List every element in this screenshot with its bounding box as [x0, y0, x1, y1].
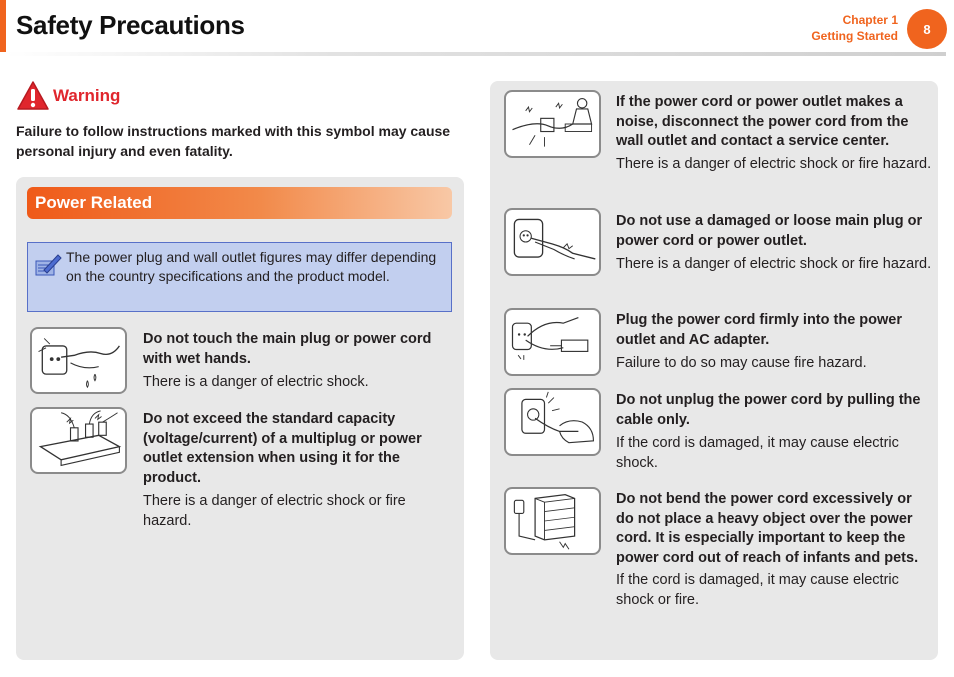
right-item-1-title: If the power cord or power outlet makes a noise, disconnect the power cord from the wall outlet and contact a service center. [616, 94, 909, 149]
page-number-badge: 8 [907, 9, 947, 49]
damaged-plug-illustration [504, 208, 601, 276]
left-item-2-title: Do not exceed the standard capacity (voltage/current) of a multiplug or power outlet extension when using it for the product. [143, 411, 422, 486]
right-item-3-title: Plug the power cord firmly into the power outlet and AC adapter. [616, 312, 902, 348]
note-text: The power plug and wall outlet figures may differ depending on the country specifications and the product model. [66, 249, 437, 284]
right-item-4-text: If the cord is damaged, it may cause electric shock. [616, 435, 899, 471]
left-item-2-text: There is a danger of electric shock or fire hazard. [143, 493, 406, 529]
chapter-label [811, 12, 898, 44]
chapter-section: Getting Started [811, 29, 898, 43]
warning-text: Failure to follow instructions marked with this symbol may cause personal injury and even fatality. [16, 123, 451, 159]
unplug-cable-illustration [504, 388, 601, 456]
firm-plug-illustration [504, 308, 601, 376]
heavy-object-cord-illustration [504, 487, 601, 555]
header-accent-bar [0, 0, 6, 52]
chapter-number: Chapter 1 [842, 13, 898, 27]
warning-triangle-icon [16, 80, 50, 112]
warning-title: Warning [53, 86, 121, 105]
left-item-1-text: There is a danger of electric shock. [143, 374, 369, 390]
multiplug-overload-illustration [30, 407, 127, 474]
right-item-2-title: Do not use a damaged or loose main plug or power cord or power outlet. [616, 213, 923, 249]
wet-hands-illustration [30, 327, 127, 394]
right-item-4-title: Do not unplug the power cord by pulling the cable only. [616, 392, 921, 428]
left-item-1-title: Do not touch the main plug or power cord with wet hands. [143, 331, 432, 367]
section-title: Power Related [35, 193, 153, 212]
note-box [27, 242, 452, 312]
noisy-outlet-illustration [504, 90, 601, 158]
right-item-3-text: Failure to do so may cause fire hazard. [616, 355, 867, 371]
note-pencil-icon [34, 251, 62, 279]
page-title: Safety Precautions [16, 10, 245, 40]
right-item-2-text: There is a danger of electric shock or fire hazard. [616, 256, 932, 272]
header-divider [6, 52, 946, 56]
right-item-5-text: If the cord is damaged, it may cause electric shock or fire. [616, 572, 899, 608]
right-item-5-title: Do not bend the power cord excessively or do not place a heavy object over the power cord. It is especially important to keep the power cord out of reach of infants and pets. [616, 491, 919, 566]
right-item-1-text: There is a danger of electric shock or fire hazard. [616, 156, 932, 172]
